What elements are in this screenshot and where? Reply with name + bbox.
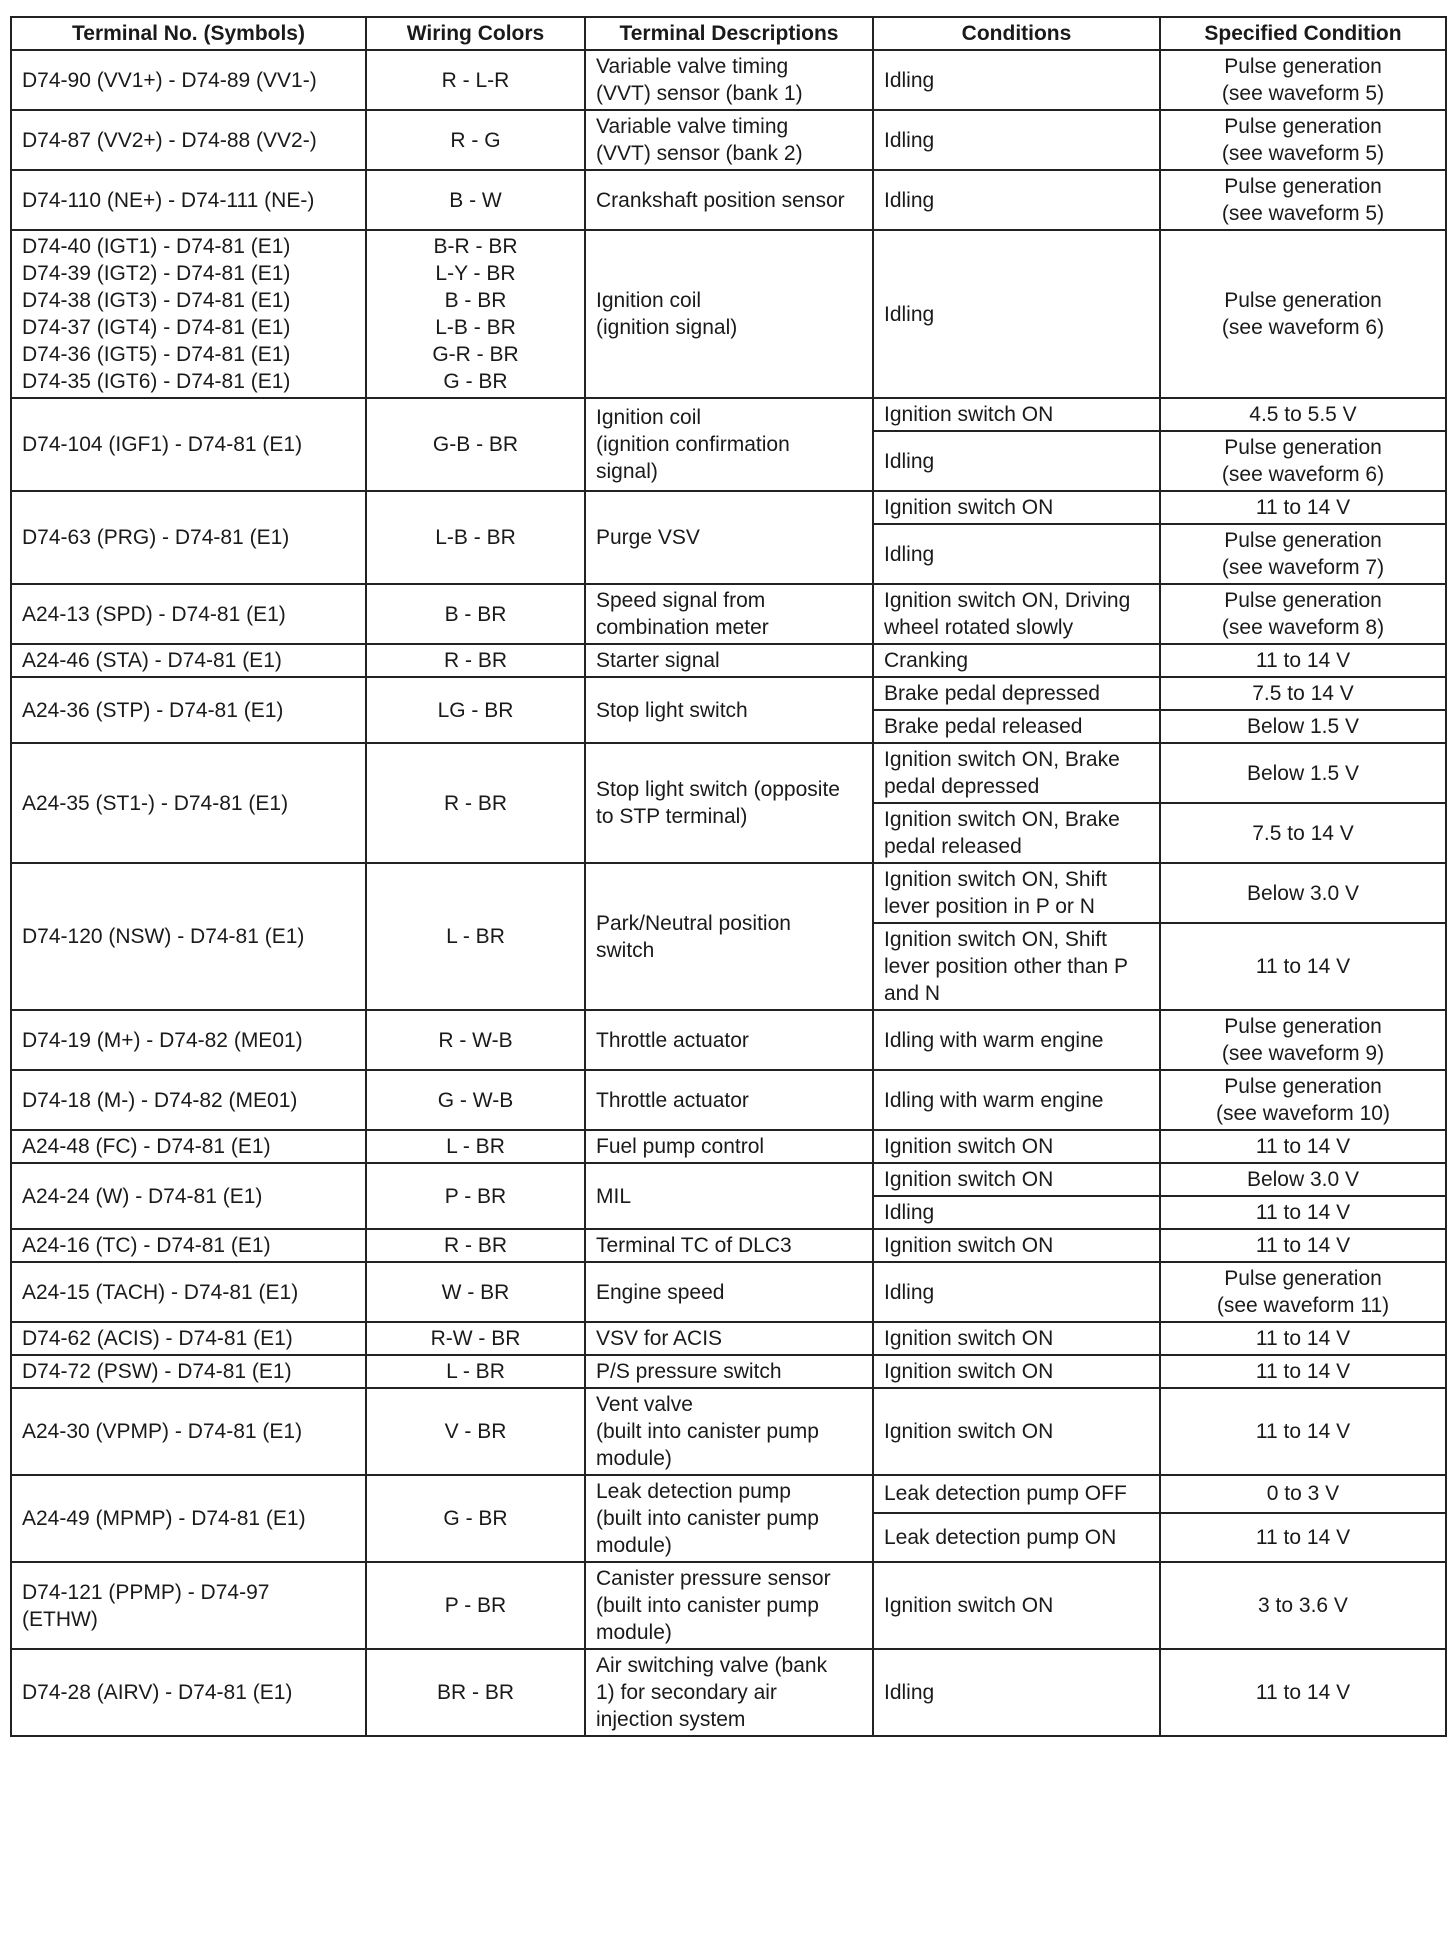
wiring-color-cell: G - W-B <box>366 1070 585 1130</box>
condition-cell: Ignition switch ON <box>873 1130 1160 1163</box>
terminal-cell: A24-36 (STP) - D74-81 (E1) <box>11 677 366 743</box>
wiring-color-cell: R - BR <box>366 743 585 863</box>
specified-condition-cell: Pulse generation (see waveform 5) <box>1160 50 1446 110</box>
specified-condition-cell: Below 1.5 V <box>1160 710 1446 743</box>
condition-cell: Ignition switch ON, Driving wheel rotated slowly <box>873 584 1160 644</box>
condition-cell: Ignition switch ON <box>873 491 1160 524</box>
terminal-description-cell: Park/Neutral position switch <box>585 863 873 1010</box>
specified-condition-cell: 0 to 3 V <box>1160 1475 1446 1513</box>
condition-cell: Ignition switch ON, Brake pedal released <box>873 803 1160 863</box>
wiring-color-cell: L - BR <box>366 1130 585 1163</box>
condition-cell: Idling <box>873 50 1160 110</box>
wiring-color-cell: B-R - BR L-Y - BR B - BR L-B - BR G-R - BR G - BR <box>366 230 585 398</box>
terminal-cell: A24-30 (VPMP) - D74-81 (E1) <box>11 1388 366 1475</box>
condition-cell: Idling <box>873 1262 1160 1322</box>
terminal-cell: D74-120 (NSW) - D74-81 (E1) <box>11 863 366 1010</box>
condition-cell: Idling <box>873 170 1160 230</box>
table-row <box>11 1475 1446 1513</box>
terminal-description-cell: Engine speed <box>585 1262 873 1322</box>
condition-cell: Idling <box>873 524 1160 584</box>
specified-condition-cell: 11 to 14 V <box>1160 1649 1446 1736</box>
header-conditions: Conditions <box>873 17 1160 50</box>
specified-condition-cell: Below 3.0 V <box>1160 1163 1446 1196</box>
condition-cell: Ignition switch ON, Shift lever position other than P and N <box>873 923 1160 1010</box>
terminal-cell: A24-16 (TC) - D74-81 (E1) <box>11 1229 366 1262</box>
terminal-cell: A24-24 (W) - D74-81 (E1) <box>11 1163 366 1229</box>
condition-cell: Idling <box>873 1649 1160 1736</box>
table-row <box>11 50 1446 110</box>
terminal-cell: D74-62 (ACIS) - D74-81 (E1) <box>11 1322 366 1355</box>
terminal-cell: A24-46 (STA) - D74-81 (E1) <box>11 644 366 677</box>
terminal-cell: D74-104 (IGF1) - D74-81 (E1) <box>11 398 366 491</box>
header-description: Terminal Descriptions <box>585 17 873 50</box>
condition-cell: Idling with warm engine <box>873 1070 1160 1130</box>
condition-cell: Ignition switch ON <box>873 1322 1160 1355</box>
wiring-color-cell: G - BR <box>366 1475 585 1562</box>
terminal-description-cell: Ignition coil (ignition confirmation signal) <box>585 398 873 491</box>
specified-condition-cell: Pulse generation (see waveform 10) <box>1160 1070 1446 1130</box>
terminal-description-cell: Purge VSV <box>585 491 873 584</box>
wiring-color-cell: LG - BR <box>366 677 585 743</box>
condition-cell: Ignition switch ON <box>873 1355 1160 1388</box>
terminal-cell: D74-72 (PSW) - D74-81 (E1) <box>11 1355 366 1388</box>
table-body <box>11 50 1446 1736</box>
wiring-color-cell: B - BR <box>366 584 585 644</box>
terminal-description-cell: Throttle actuator <box>585 1070 873 1130</box>
condition-cell: Leak detection pump OFF <box>873 1475 1160 1513</box>
terminal-description-cell: Variable valve timing (VVT) sensor (bank 1) <box>585 50 873 110</box>
condition-cell: Brake pedal depressed <box>873 677 1160 710</box>
table-row <box>11 110 1446 170</box>
terminal-cell: A24-48 (FC) - D74-81 (E1) <box>11 1130 366 1163</box>
wiring-color-cell: R-W - BR <box>366 1322 585 1355</box>
terminal-cell: D74-121 (PPMP) - D74-97 (ETHW) <box>11 1562 366 1649</box>
terminal-cell: D74-63 (PRG) - D74-81 (E1) <box>11 491 366 584</box>
terminal-cell: D74-40 (IGT1) - D74-81 (E1) D74-39 (IGT2) - D74-81 (E1) D74-38 (IGT3) - D74-81 (E1) D74-37 (IGT4) - D74-81 (E1) D74-36 (IGT5) - D74-81 (E1) D74-35 (IGT6) - D74-81 (E1) <box>11 230 366 398</box>
terminal-description-cell: Air switching valve (bank 1) for secondary air injection system <box>585 1649 873 1736</box>
specified-condition-cell: 11 to 14 V <box>1160 1229 1446 1262</box>
table-row <box>11 1388 1446 1475</box>
table-row <box>11 230 1446 398</box>
terminal-description-cell: Stop light switch (opposite to STP terminal) <box>585 743 873 863</box>
wiring-color-cell: R - BR <box>366 1229 585 1262</box>
wiring-color-cell: W - BR <box>366 1262 585 1322</box>
table-row <box>11 1163 1446 1196</box>
specified-condition-cell: 11 to 14 V <box>1160 1130 1446 1163</box>
terminal-description-cell: Vent valve (built into canister pump module) <box>585 1388 873 1475</box>
wiring-color-cell: L - BR <box>366 1355 585 1388</box>
specified-condition-cell: 7.5 to 14 V <box>1160 803 1446 863</box>
terminal-cell: A24-15 (TACH) - D74-81 (E1) <box>11 1262 366 1322</box>
specified-condition-cell: Pulse generation (see waveform 8) <box>1160 584 1446 644</box>
specified-condition-cell: 11 to 14 V <box>1160 644 1446 677</box>
table-row <box>11 491 1446 524</box>
wiring-color-cell: G-B - BR <box>366 398 585 491</box>
condition-cell: Idling <box>873 1196 1160 1229</box>
specified-condition-cell: Pulse generation (see waveform 9) <box>1160 1010 1446 1070</box>
condition-cell: Ignition switch ON <box>873 1229 1160 1262</box>
table-row <box>11 1562 1446 1649</box>
condition-cell: Idling with warm engine <box>873 1010 1160 1070</box>
wiring-color-cell: L-B - BR <box>366 491 585 584</box>
specified-condition-cell: Pulse generation (see waveform 7) <box>1160 524 1446 584</box>
specified-condition-cell: 11 to 14 V <box>1160 923 1446 1010</box>
condition-cell: Ignition switch ON <box>873 1388 1160 1475</box>
condition-cell: Idling <box>873 230 1160 398</box>
specified-condition-cell: 4.5 to 5.5 V <box>1160 398 1446 431</box>
specified-condition-cell: Pulse generation (see waveform 5) <box>1160 110 1446 170</box>
terminal-description-cell: Stop light switch <box>585 677 873 743</box>
terminal-description-cell: Speed signal from combination meter <box>585 584 873 644</box>
table-row <box>11 677 1446 710</box>
table-row <box>11 1130 1446 1163</box>
specified-condition-cell: 11 to 14 V <box>1160 1355 1446 1388</box>
specified-condition-cell: 11 to 14 V <box>1160 1196 1446 1229</box>
condition-cell: Ignition switch ON <box>873 1562 1160 1649</box>
table-row <box>11 1355 1446 1388</box>
condition-cell: Ignition switch ON <box>873 398 1160 431</box>
terminal-cell: D74-110 (NE+) - D74-111 (NE-) <box>11 170 366 230</box>
condition-cell: Brake pedal released <box>873 710 1160 743</box>
ecm-terminal-table <box>10 16 1447 1737</box>
terminal-cell: D74-18 (M-) - D74-82 (ME01) <box>11 1070 366 1130</box>
terminal-cell: A24-49 (MPMP) - D74-81 (E1) <box>11 1475 366 1562</box>
specified-condition-cell: Pulse generation (see waveform 5) <box>1160 170 1446 230</box>
wiring-color-cell: R - W-B <box>366 1010 585 1070</box>
terminal-description-cell: Canister pressure sensor (built into canister pump module) <box>585 1562 873 1649</box>
table-row <box>11 1070 1446 1130</box>
wiring-color-cell: P - BR <box>366 1163 585 1229</box>
condition-cell: Ignition switch ON <box>873 1163 1160 1196</box>
wiring-color-cell: R - G <box>366 110 585 170</box>
terminal-description-cell: Leak detection pump (built into canister pump module) <box>585 1475 873 1562</box>
terminal-cell: D74-28 (AIRV) - D74-81 (E1) <box>11 1649 366 1736</box>
table-row <box>11 398 1446 431</box>
table-row <box>11 1649 1446 1736</box>
terminal-cell: D74-90 (VV1+) - D74-89 (VV1-) <box>11 50 366 110</box>
table-row <box>11 1229 1446 1262</box>
table-row <box>11 644 1446 677</box>
specified-condition-cell: 7.5 to 14 V <box>1160 677 1446 710</box>
specified-condition-cell: 11 to 14 V <box>1160 1388 1446 1475</box>
specified-condition-cell: 3 to 3.6 V <box>1160 1562 1446 1649</box>
wiring-color-cell: BR - BR <box>366 1649 585 1736</box>
terminal-cell: A24-13 (SPD) - D74-81 (E1) <box>11 584 366 644</box>
table-row <box>11 743 1446 803</box>
table-row <box>11 863 1446 923</box>
condition-cell: Idling <box>873 110 1160 170</box>
table-row <box>11 1262 1446 1322</box>
terminal-description-cell: Throttle actuator <box>585 1010 873 1070</box>
header-terminal: Terminal No. (Symbols) <box>11 17 366 50</box>
condition-cell: Leak detection pump ON <box>873 1513 1160 1562</box>
terminal-description-cell: Terminal TC of DLC3 <box>585 1229 873 1262</box>
terminal-description-cell: Variable valve timing (VVT) sensor (bank 2) <box>585 110 873 170</box>
wiring-color-cell: R - BR <box>366 644 585 677</box>
table-row <box>11 584 1446 644</box>
header-specified: Specified Condition <box>1160 17 1446 50</box>
terminal-description-cell: P/S pressure switch <box>585 1355 873 1388</box>
table-row <box>11 170 1446 230</box>
specified-condition-cell: Pulse generation (see waveform 11) <box>1160 1262 1446 1322</box>
table-row <box>11 1322 1446 1355</box>
header-row <box>11 17 1446 50</box>
condition-cell: Ignition switch ON, Shift lever position in P or N <box>873 863 1160 923</box>
terminal-table-container <box>10 16 1447 1737</box>
terminal-cell: D74-19 (M+) - D74-82 (ME01) <box>11 1010 366 1070</box>
condition-cell: Cranking <box>873 644 1160 677</box>
terminal-cell: D74-87 (VV2+) - D74-88 (VV2-) <box>11 110 366 170</box>
specified-condition-cell: 11 to 14 V <box>1160 1322 1446 1355</box>
terminal-description-cell: VSV for ACIS <box>585 1322 873 1355</box>
specified-condition-cell: Below 3.0 V <box>1160 863 1446 923</box>
wiring-color-cell: P - BR <box>366 1562 585 1649</box>
wiring-color-cell: B - W <box>366 170 585 230</box>
specified-condition-cell: Below 1.5 V <box>1160 743 1446 803</box>
table-row <box>11 1010 1446 1070</box>
condition-cell: Idling <box>873 431 1160 491</box>
specified-condition-cell: Pulse generation (see waveform 6) <box>1160 431 1446 491</box>
specified-condition-cell: 11 to 14 V <box>1160 1513 1446 1562</box>
terminal-description-cell: MIL <box>585 1163 873 1229</box>
wiring-color-cell: V - BR <box>366 1388 585 1475</box>
terminal-description-cell: Crankshaft position sensor <box>585 170 873 230</box>
specified-condition-cell: Pulse generation (see waveform 6) <box>1160 230 1446 398</box>
terminal-description-cell: Fuel pump control <box>585 1130 873 1163</box>
specified-condition-cell: 11 to 14 V <box>1160 491 1446 524</box>
terminal-description-cell: Ignition coil (ignition signal) <box>585 230 873 398</box>
wiring-color-cell: R - L-R <box>366 50 585 110</box>
terminal-cell: A24-35 (ST1-) - D74-81 (E1) <box>11 743 366 863</box>
condition-cell: Ignition switch ON, Brake pedal depressed <box>873 743 1160 803</box>
header-wiring: Wiring Colors <box>366 17 585 50</box>
terminal-description-cell: Starter signal <box>585 644 873 677</box>
wiring-color-cell: L - BR <box>366 863 585 1010</box>
